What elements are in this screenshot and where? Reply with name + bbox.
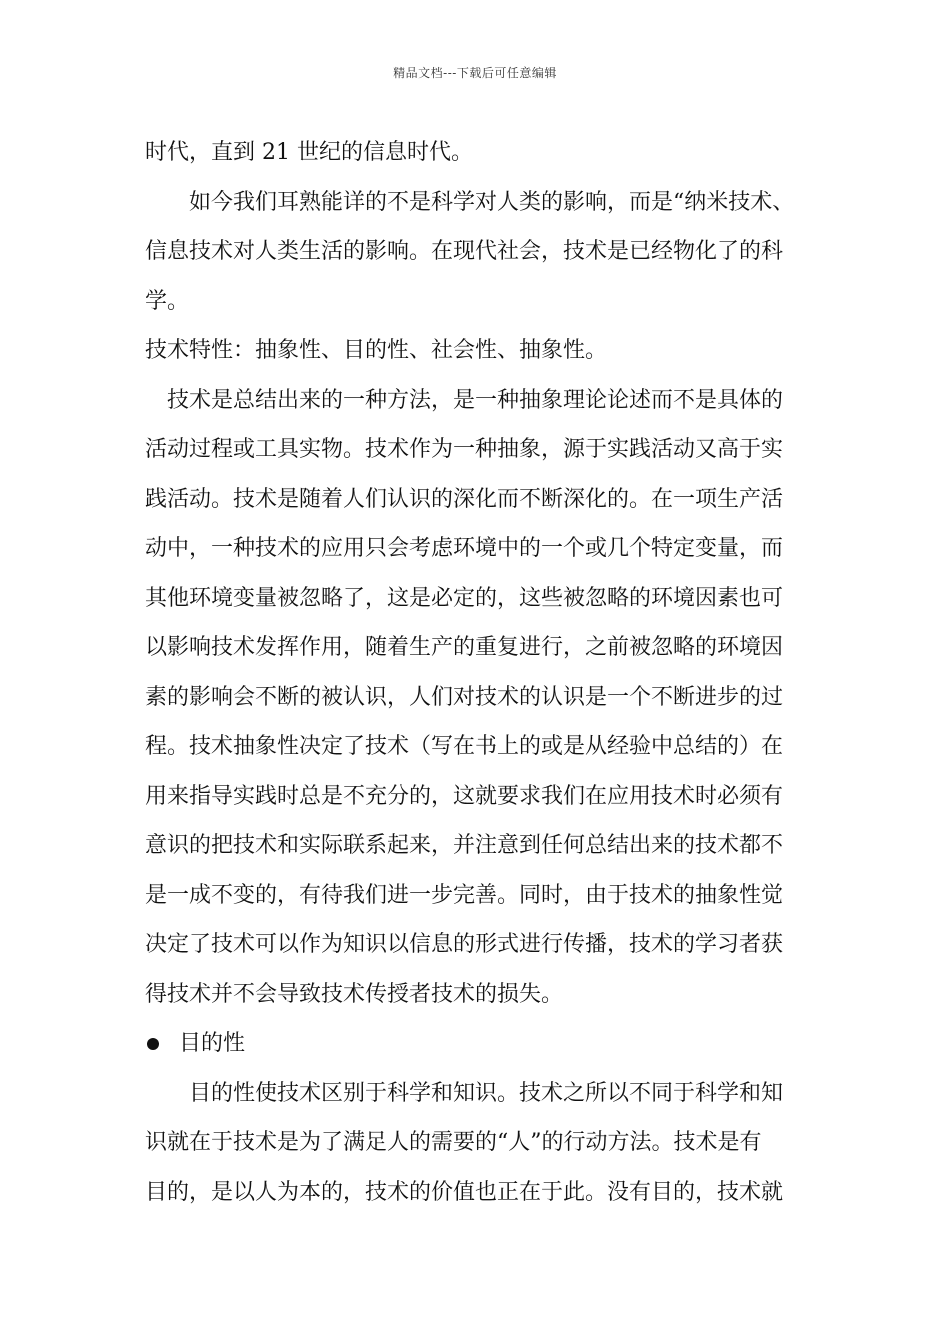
paragraph-line: 如今我们耳熟能详的不是科学对人类的影响，而是“纳米技术、 <box>189 189 795 215</box>
paragraph-line: 程。技术抽象性决定了技术（写在书上的或是从经验中总结的）在 <box>145 734 784 759</box>
paragraph-line: 意识的把技术和实际联系起来，并注意到任何总结出来的技术都不 <box>145 833 784 858</box>
paragraph-line: 目的，是以人为本的，技术的价值也正在于此。没有目的，技术就 <box>145 1179 784 1205</box>
document-body <box>145 128 810 1217</box>
paragraph-line: 得技术并不会导致技术传授者技术的损失。 <box>145 981 564 1007</box>
paragraph-line: 学。 <box>145 288 190 314</box>
bullet-item <box>145 1019 810 1069</box>
paragraph-line: 决定了技术可以作为知识以信息的形式进行传播，技术的学习者获 <box>145 932 784 957</box>
paragraph-line: 素的影响会不断的被认识，人们对技术的认识是一个不断进步的过 <box>145 684 784 710</box>
paragraph-line: 践活动。技术是随着人们认识的深化而不断深化的。在一项生产活 <box>145 486 784 512</box>
page-header: 精品文档---下载后可任意编辑 <box>393 66 557 80</box>
paragraph-line: 时代，直到 21 世纪的信息时代。 <box>145 140 473 165</box>
paragraph-line: 信息技术对人类生活的影响。在现代社会，技术是已经物化了的科 <box>145 239 784 264</box>
paragraph-line: 识就在于技术是为了满足人的需要的“人”的行动方法。技术是有 <box>145 1130 762 1155</box>
bullet-label: 目的性 <box>179 1031 246 1056</box>
paragraph-line: 其他环境变量被忽略了，这是必定的，这些被忽略的环境因素也可 <box>145 585 784 611</box>
bullet-dot-icon <box>147 1038 159 1050</box>
paragraph-line: 活动过程或工具实物。技术作为一种抽象，源于实践活动又高于实 <box>145 437 784 462</box>
paragraph-line: 以影响技术发挥作用，随着生产的重复进行，之前被忽略的环境因 <box>145 635 784 660</box>
paragraph-line: 动中，一种技术的应用只会考虑环境中的一个或几个特定变量，而 <box>145 536 784 561</box>
paragraph-line: 用来指导实践时总是不充分的，这就要求我们在应用技术时必须有 <box>145 783 784 809</box>
paragraph-line: 技术是总结出来的一种方法，是一种抽象理论论述而不是具体的 <box>167 387 784 413</box>
paragraph-line: 目的性使技术区别于科学和知识。技术之所以不同于科学和知 <box>189 1080 784 1106</box>
section-heading: 技术特性：抽象性、目的性、社会性、抽象性。 <box>145 338 608 363</box>
paragraph-line: 是一成不变的，有待我们进一步完善。同时，由于技术的抽象性觉 <box>145 882 784 908</box>
